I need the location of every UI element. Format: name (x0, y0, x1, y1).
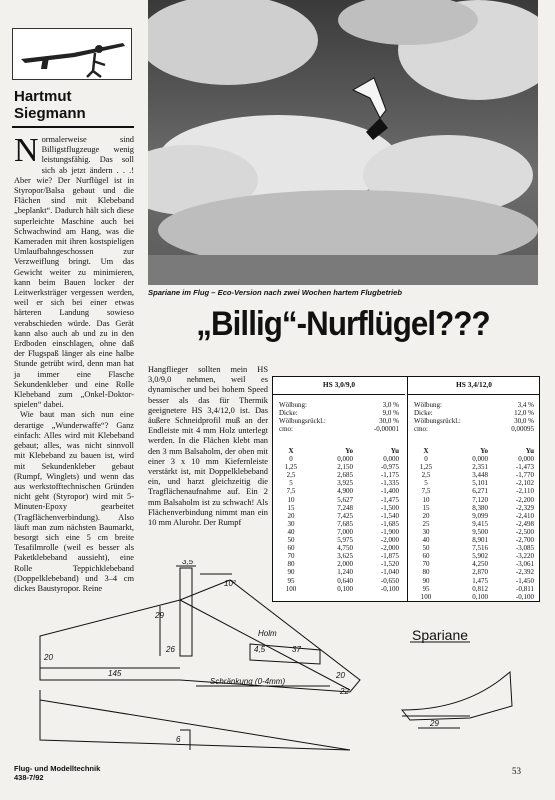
coordinate-header: Yu (390, 447, 399, 455)
coordinate-cell: 4,900 (337, 487, 353, 496)
coordinate-cell: 100 (285, 584, 297, 593)
coordinate-cell: -2,000 (380, 544, 399, 553)
dim-label: 4,5 (254, 645, 266, 654)
article-title: „Billig“-Nurflügel??? (196, 305, 490, 343)
profile-title: HS 3,4/12,0 (456, 380, 492, 389)
coordinate-cell: -1,473 (515, 463, 534, 472)
coordinate-cell: 2,685 (337, 471, 353, 480)
coordinate-cell: 7,425 (337, 511, 353, 520)
dim-label: 20 (336, 671, 345, 680)
coordinate-cell: -1,040 (380, 568, 399, 577)
coordinate-row (277, 544, 401, 552)
dim-label: 3,5 (182, 560, 194, 566)
coordinate-cell: 0,100 (472, 592, 488, 601)
coordinate-row (412, 544, 536, 552)
coordinate-cell: -1,450 (515, 576, 534, 585)
param-row: Wölbungsrückl.: 30,0 % (279, 417, 399, 425)
coordinate-cell: 0,640 (337, 576, 353, 585)
coordinate-cell: 20 (422, 511, 430, 520)
coordinate-cell: 5,975 (337, 536, 353, 545)
dim-label: 26 (166, 645, 175, 654)
coordinate-cell: 0,000 (518, 455, 534, 464)
coordinate-cell: 7,000 (337, 527, 353, 536)
coordinate-cell: -1,520 (380, 560, 399, 569)
photo-caption: Spariane im Flug – Eco-Version nach zwei Wochen hartem Flugbetrieb (148, 288, 403, 297)
coordinate-row (412, 504, 536, 512)
dim-label: 20 (44, 653, 53, 662)
coordinate-cell: 30 (287, 519, 295, 528)
coordinate-cell: 5,902 (472, 552, 488, 561)
coordinate-cell: 1,25 (419, 463, 433, 472)
coordinate-cell: 1,240 (337, 568, 353, 577)
coordinate-cell: 1,475 (472, 576, 488, 585)
author-rule (12, 126, 134, 128)
coordinate-cell: -2,500 (515, 527, 534, 536)
coordinate-cell: 3,625 (337, 552, 353, 561)
coordinate-cell: 0,100 (337, 584, 353, 593)
intro-text: ormalerweise sind Billigstflugzeuge wenig leistungsfähig. Das soll sich ab jetzt ändern . . .! Aber wie? Der Nurflügel ist in Styropor/Balsa gebaut und die Flächen sind mit Klebeband „beplankt“. Dadurch hält sich diese superleichte Maschine auch bei Schwachwind am Hang, was die Kameraden mit ihren kostspieligen Umlaufbahngeschossen zur Verzweiflung bringt. Um das Gewicht weiter zu minimieren, kann beim Bauen locker der Leitwerksträger vergessen werden, weil er sich bei einer etwas härteren Landung sowieso verabschieden würde. Das Gerät kann also auch ab und zu in den Erdboden einschlagen, ohne daß der Flugspaß länger als eine halbe Stunde getrübt wird, denn man hat ja immer eine Flasche Sekundenkleber und eine Rolle Klebeband zum „Onkel-Doktor-spielen“ dabei. (14, 135, 134, 410)
coordinate-cell: 3,448 (472, 471, 488, 480)
coordinate-cell: 5 (424, 479, 428, 488)
param-row: Dicke: 12,0 % (414, 409, 534, 417)
coordinate-cell: -0,100 (515, 592, 534, 601)
coordinate-row (277, 455, 401, 463)
coordinate-cell: -2,000 (380, 536, 399, 545)
coordinate-cell: 15 (287, 503, 295, 512)
coordinate-cell: -2,392 (515, 568, 534, 577)
coordinate-cell: 30 (422, 527, 430, 536)
coordinate-row (277, 487, 401, 495)
coordinate-cell: -1,540 (380, 511, 399, 520)
coordinate-row (277, 528, 401, 536)
coordinate-cell: -0,100 (380, 584, 399, 593)
coordinate-cell: -1,685 (380, 519, 399, 528)
param-row: cmo: -0,00001 (279, 425, 399, 433)
coordinate-cell: -2,200 (515, 495, 534, 504)
coordinate-cell: 60 (422, 552, 430, 561)
footer-journal (14, 764, 100, 782)
coordinate-cell: -1,900 (380, 527, 399, 536)
coordinate-cell: -1,500 (380, 503, 399, 512)
coordinate-cell: 1,25 (284, 463, 298, 472)
coordinate-cell: -2,700 (515, 536, 534, 545)
coordinate-cell: -3,220 (515, 552, 534, 561)
coordinate-cell: 95 (287, 576, 295, 585)
coordinate-cell: -2,498 (515, 519, 534, 528)
coordinate-cell: 4,750 (337, 544, 353, 553)
coordinate-header: Yo (345, 447, 353, 455)
coordinate-header: X (423, 447, 429, 455)
intro-text-2: Wie baut man sich nun eine derartige „Wunderwaffe“? Ganz einfach: Alles wird mit Klebeband gebaut; alles, was nicht sinnvoll mit Klebeband zu bauen ist, wird mit Sekundenkleber gebaut (Rumpf, Winglets) und wenn das aus werkstofftechnischen Gründen nicht geht (Styropor) wird mit 5-Minuten-Epoxy gearbeitet (Tragflächenverbindung). Also läuft man zum nächsten Baumarkt, besorgt sich eine 5 cm breite Tesafilmrolle (weil es besser als Paketklebeband aussieht), eine Rolle Teppichklebeband (Doppelklebeband) und 3–4 cm dickes Baustyropor. Reine (14, 410, 134, 593)
coordinate-row (412, 487, 536, 495)
coordinate-cell: 20 (287, 511, 295, 520)
coordinate-cell: -0,650 (380, 576, 399, 585)
coordinate-cell: -2,102 (515, 479, 534, 488)
coordinate-cell: 2,870 (472, 568, 488, 577)
page-number: 53 (512, 766, 521, 776)
intro-column (14, 132, 134, 594)
coordinate-row (277, 512, 401, 520)
flight-photo (148, 0, 538, 285)
coordinate-header-row (277, 447, 401, 455)
coordinate-cell: 40 (422, 536, 430, 545)
journal-name: Flug- und Modelltechnik (14, 764, 101, 773)
coordinate-cell: -2,110 (516, 487, 534, 496)
coordinate-cell: 10 (287, 495, 295, 504)
param-row: Dicke: 9,0 % (279, 409, 399, 417)
coordinate-cell: 70 (287, 552, 295, 561)
drop-cap: N (14, 132, 39, 169)
coordinate-cell: 0,000 (337, 455, 353, 464)
param-row: Wölbung: 3,0 % (279, 401, 399, 409)
author-name (14, 88, 134, 122)
coordinate-cell: 25 (422, 519, 430, 528)
coordinate-cell: 7,516 (472, 544, 488, 553)
profile-title: HS 3,0/9,0 (322, 380, 356, 389)
coordinate-cell: 9,500 (472, 527, 488, 536)
coordinate-row (277, 463, 401, 471)
coordinate-header: Yu (525, 447, 534, 455)
coordinate-cell: 2,000 (337, 560, 353, 569)
coordinate-cell: 7,5 (421, 487, 431, 496)
coordinate-cell: 9,099 (472, 511, 488, 520)
coordinate-cell: 100 (420, 592, 432, 601)
coordinate-cell: 0 (289, 455, 293, 464)
coordinate-cell: 95 (422, 584, 430, 593)
coordinate-cell: 7,5 (286, 487, 296, 496)
coordinate-cell: 50 (422, 544, 430, 553)
coordinate-row (412, 463, 536, 471)
coordinate-cell: -3,061 (515, 560, 534, 569)
coordinate-header: Yo (480, 447, 488, 455)
plane-name: Spariane (412, 627, 469, 643)
dim-label: 10° (224, 579, 237, 588)
coordinate-cell: 60 (287, 544, 295, 553)
coordinate-row (277, 496, 401, 504)
author-last-name: Siegmann (14, 105, 86, 122)
construction-drawing (0, 560, 555, 760)
coordinate-cell: 2,5 (286, 471, 296, 480)
coordinate-row (277, 471, 401, 479)
coordinate-row (277, 536, 401, 544)
dim-label: 29 (155, 611, 164, 620)
coordinate-cell: 0,000 (383, 455, 399, 464)
glider-logo (12, 28, 132, 80)
coordinate-cell: 0 (424, 455, 428, 464)
coordinate-row (412, 512, 536, 520)
coordinate-cell: -1,400 (380, 487, 399, 496)
coordinate-row (412, 455, 536, 463)
coordinate-cell: -2,329 (515, 503, 534, 512)
coordinate-row (412, 528, 536, 536)
coordinate-row (277, 479, 401, 487)
coordinate-cell: 5 (289, 479, 293, 488)
coordinate-header-row (412, 447, 536, 455)
param-row: Wölbungsrückl.: 30,0 % (414, 417, 534, 425)
coordinate-cell: 5,627 (337, 495, 353, 504)
coordinate-row (412, 471, 536, 479)
dim-label: 29 (430, 719, 439, 728)
coordinate-cell: -1,770 (515, 471, 534, 480)
param-row: Wölbung: 3,4 % (414, 401, 534, 409)
dim-label: 6 (176, 735, 181, 744)
coordinate-cell: 2,351 (472, 463, 488, 472)
coordinate-cell: 50 (287, 536, 295, 545)
coordinate-cell: 3,925 (337, 479, 353, 488)
coordinate-cell: 70 (422, 560, 430, 569)
dim-label: Holm (258, 629, 277, 638)
coordinate-cell: 0,812 (472, 584, 488, 593)
coordinate-cell: -0,811 (516, 584, 534, 593)
dim-label: Schränkung (0-4mm) (210, 677, 286, 686)
coordinate-cell: -1,475 (380, 495, 399, 504)
coordinate-cell: 80 (287, 560, 295, 569)
coordinate-cell: 90 (422, 576, 430, 585)
coordinate-cell: 8,901 (472, 536, 488, 545)
coordinate-cell: 40 (287, 527, 295, 536)
coordinate-cell: 2,150 (337, 463, 353, 472)
coordinate-cell: -2,410 (515, 511, 534, 520)
coordinate-row (412, 536, 536, 544)
coordinate-cell: 9,415 (472, 519, 488, 528)
coordinate-cell: 10 (422, 495, 430, 504)
coordinate-cell: 7,248 (337, 503, 353, 512)
coordinate-cell: -3,085 (515, 544, 534, 553)
coordinate-cell: 7,685 (337, 519, 353, 528)
dim-label: 22 (340, 687, 349, 696)
coordinate-cell: 4,250 (472, 560, 488, 569)
coordinate-cell: 8,380 (472, 503, 488, 512)
coordinate-cell: 90 (287, 568, 295, 577)
coordinate-cell: -0,975 (380, 463, 399, 472)
author-first-name: Hartmut (14, 88, 72, 105)
coordinate-cell: 2,5 (421, 471, 431, 480)
dim-label: 37 (292, 645, 301, 654)
param-row: cmo: 0,00095 (414, 425, 534, 433)
coordinate-row (412, 496, 536, 504)
coordinate-cell: 5,101 (472, 479, 488, 488)
coordinate-row (412, 479, 536, 487)
coordinate-cell: 15 (422, 503, 430, 512)
coordinate-row (412, 520, 536, 528)
coordinate-cell: 0,000 (472, 455, 488, 464)
issue-code: 438-7/92 (14, 773, 44, 782)
coordinate-row (277, 504, 401, 512)
dim-label: 145 (108, 669, 122, 678)
coordinate-cell: -1,875 (380, 552, 399, 561)
coordinate-row (277, 520, 401, 528)
coordinate-cell: 6,271 (472, 487, 488, 496)
coordinate-cell: -1,335 (380, 479, 399, 488)
body-column: Hangflieger sollten mein HS 3,0/9,0 nehmen, weil es dynamischer und bei hohem Speed besser als das für Thermik geeignetere HS 3,4/12,0 ist. Das äußere Schneidprofil muß an der Endleiste mit 4 mm Holz unterlegt werden. In die Flächen klebt man den 3 mm Balsaholm, der oben mit einer 3 x 10 mm Kiefernleiste verstärkt ist, mit Doppelklebeband ein, und harzt gleichzeitig die Tragflächenaufnahme auf. Ein 2 mm Balsaholm ist zu schwach! Als Flächenverbindung nimmt man ein 10 mm Alurohr. Der Rumpf (148, 365, 268, 528)
coordinate-header: X (288, 447, 294, 455)
coordinate-cell: 7,120 (472, 495, 488, 504)
coordinate-cell: 80 (422, 568, 430, 577)
coordinate-cell: -1,175 (380, 471, 399, 480)
